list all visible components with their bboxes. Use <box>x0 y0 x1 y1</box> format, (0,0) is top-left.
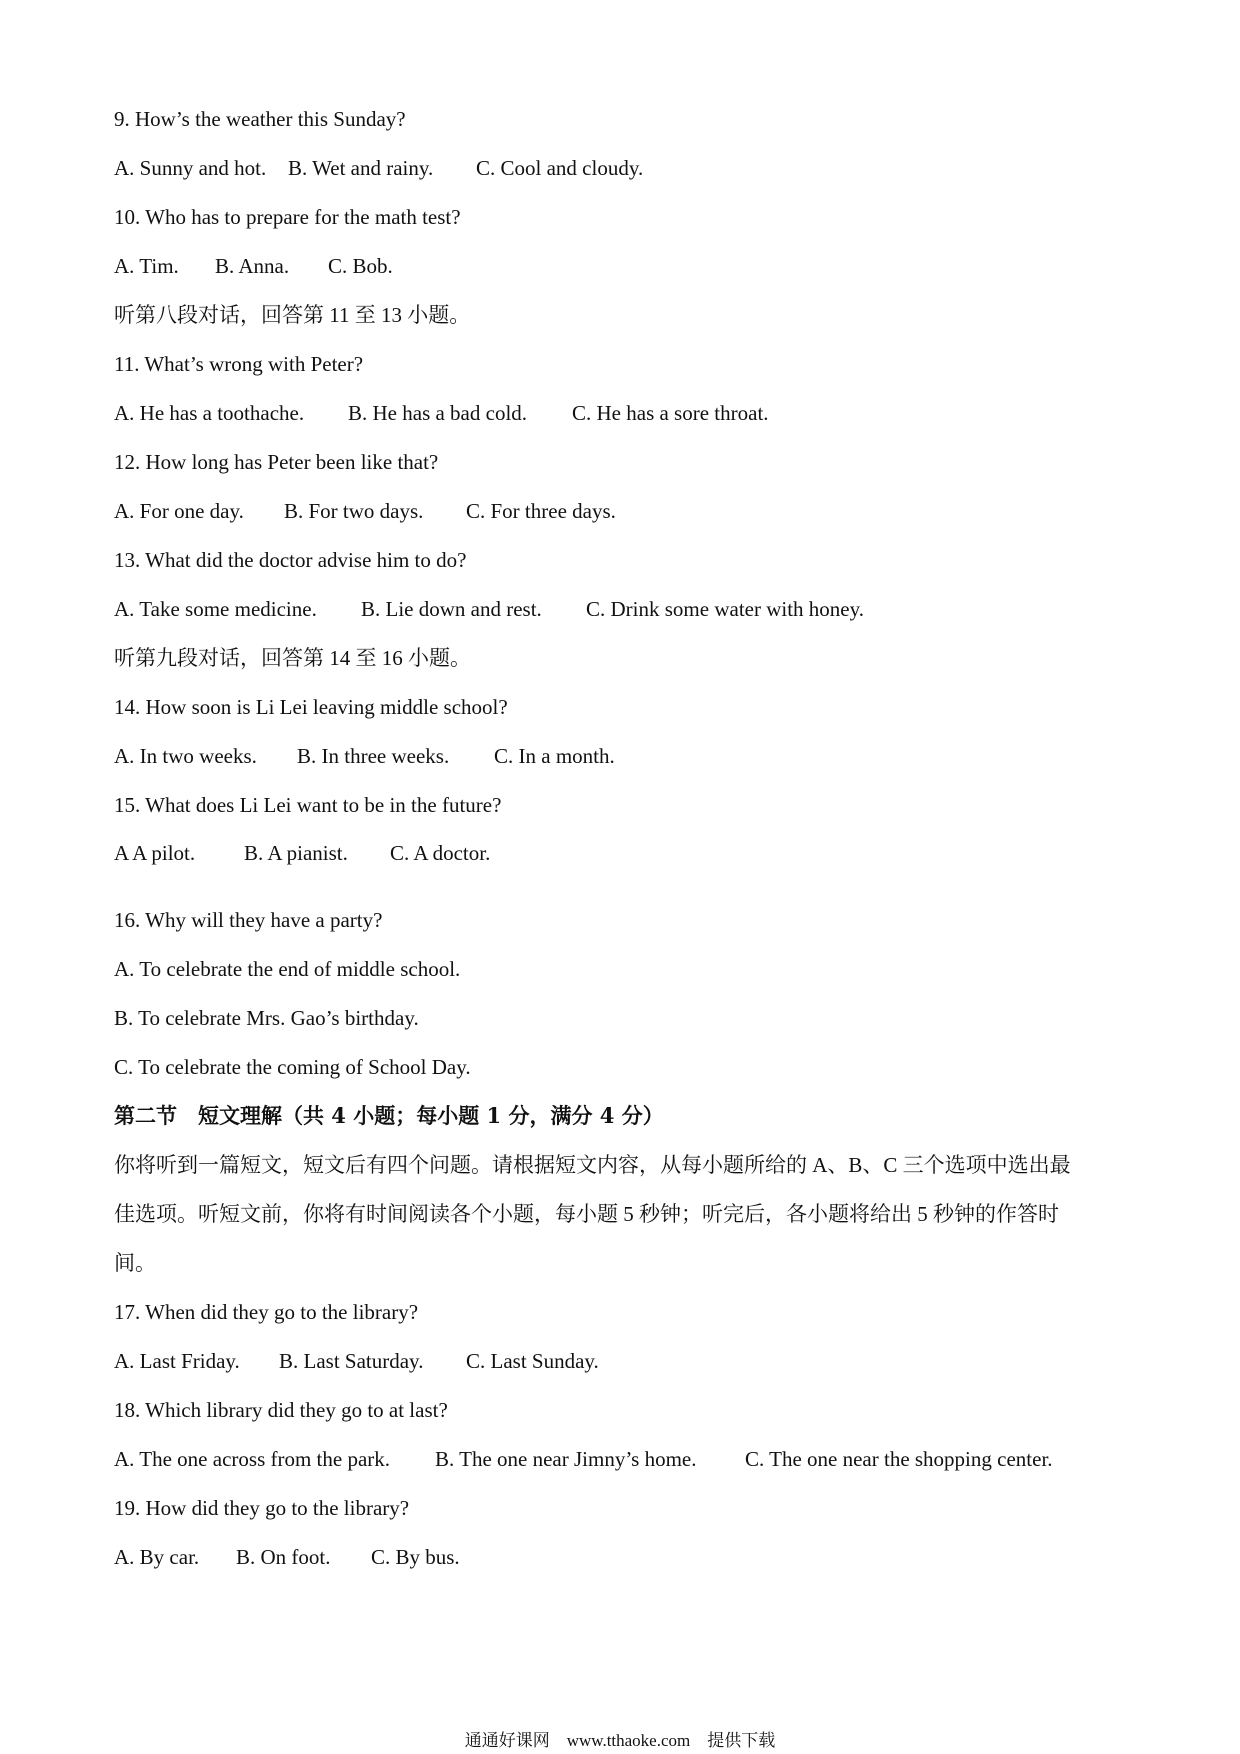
option-b: B. On foot. <box>236 1545 331 1569</box>
option-a: A. Last Friday. <box>114 1349 240 1373</box>
question-9-options <box>114 155 643 181</box>
instruction-dialogue-9: 听第九段对话，回答第 14 至 16 小题。 <box>114 646 471 670</box>
instruction-dialogue-8: 听第八段对话，回答第 11 至 13 小题。 <box>114 303 471 327</box>
question-16-option-b: B. To celebrate Mrs. Gao’s birthday. <box>114 1006 419 1030</box>
question-13: 13. What did the doctor advise him to do? <box>114 548 467 572</box>
question-16-option-a: A. To celebrate the end of middle school. <box>114 957 461 981</box>
question-17: 17. When did they go to the library? <box>114 1300 419 1324</box>
option-b: B. Anna. <box>215 254 290 278</box>
question-15: 15. What does Li Lei want to be in the future? <box>114 793 502 817</box>
question-19: 19. How did they go to the library? <box>114 1496 410 1520</box>
option-b: B. Lie down and rest. <box>361 597 542 621</box>
question-10-options <box>114 253 393 279</box>
question-15-options <box>114 840 490 866</box>
option-b: B. In three weeks. <box>297 744 450 768</box>
section-2-title: 第二节 短文理解（共 4 小题；每小题 1 分，满分 4 分） <box>114 1103 664 1128</box>
question-9: 9. How’s the weather this Sunday? <box>114 107 406 131</box>
option-c: C. By bus. <box>371 1545 460 1569</box>
section-2-instruction-line-3: 间。 <box>114 1251 156 1275</box>
option-c: C. Last Sunday. <box>466 1349 599 1373</box>
option-c: C. Cool and cloudy. <box>476 156 644 180</box>
question-12: 12. How long has Peter been like that? <box>114 450 439 474</box>
option-c: C. A doctor. <box>390 841 491 865</box>
question-19-options <box>114 1544 460 1570</box>
option-a: A. He has a toothache. <box>114 401 305 425</box>
question-11-options <box>114 400 769 426</box>
question-10: 10. Who has to prepare for the math test? <box>114 205 461 229</box>
question-18: 18. Which library did they go to at last? <box>114 1398 448 1422</box>
option-b: B. A pianist. <box>244 841 348 865</box>
option-b: B. Wet and rainy. <box>288 156 434 180</box>
option-c: C. For three days. <box>466 499 616 523</box>
option-a: A. By car. <box>114 1545 200 1569</box>
question-17-options <box>114 1348 599 1374</box>
question-13-options <box>114 596 864 622</box>
question-11: 11. What’s wrong with Peter? <box>114 352 364 376</box>
question-14: 14. How soon is Li Lei leaving middle school? <box>114 695 508 719</box>
option-a: A. For one day. <box>114 499 244 523</box>
option-a: A. In two weeks. <box>114 744 257 768</box>
section-2-instruction-line-2: 佳选项。听短文前，你将有时间阅读各个小题，每小题 5 秒钟；听完后，各小题将给出 5 秒钟的作答时 <box>114 1202 1059 1226</box>
page-footer: 通通好课网 www.tthaoke.com 提供下载 <box>464 1731 776 1750</box>
option-c: C. The one near the shopping center. <box>745 1447 1053 1471</box>
option-a: A. The one across from the park. <box>114 1447 391 1471</box>
option-a: A. Sunny and hot. <box>114 156 267 180</box>
option-c: C. Drink some water with honey. <box>586 597 865 621</box>
section-2-instruction-line-1: 你将听到一篇短文，短文后有四个问题。请根据短文内容，从每小题所给的 A、B、C 三个选项中选出最 <box>114 1153 1071 1177</box>
question-16: 16. Why will they have a party? <box>114 908 383 932</box>
option-a: A. Tim. <box>114 254 179 278</box>
option-a: A. Take some medicine. <box>114 597 317 621</box>
option-a: A A pilot. <box>114 841 196 865</box>
question-16-option-c: C. To celebrate the coming of School Day. <box>114 1055 471 1079</box>
question-18-options <box>114 1446 1053 1472</box>
option-b: B. Last Saturday. <box>279 1349 424 1373</box>
option-b: B. For two days. <box>284 499 424 523</box>
question-12-options <box>114 498 616 524</box>
option-c: C. In a month. <box>494 744 615 768</box>
option-c: C. Bob. <box>328 254 393 278</box>
question-14-options <box>114 743 615 769</box>
option-b: B. The one near Jimny’s home. <box>435 1447 697 1471</box>
option-b: B. He has a bad cold. <box>348 401 528 425</box>
option-c: C. He has a sore throat. <box>572 401 769 425</box>
